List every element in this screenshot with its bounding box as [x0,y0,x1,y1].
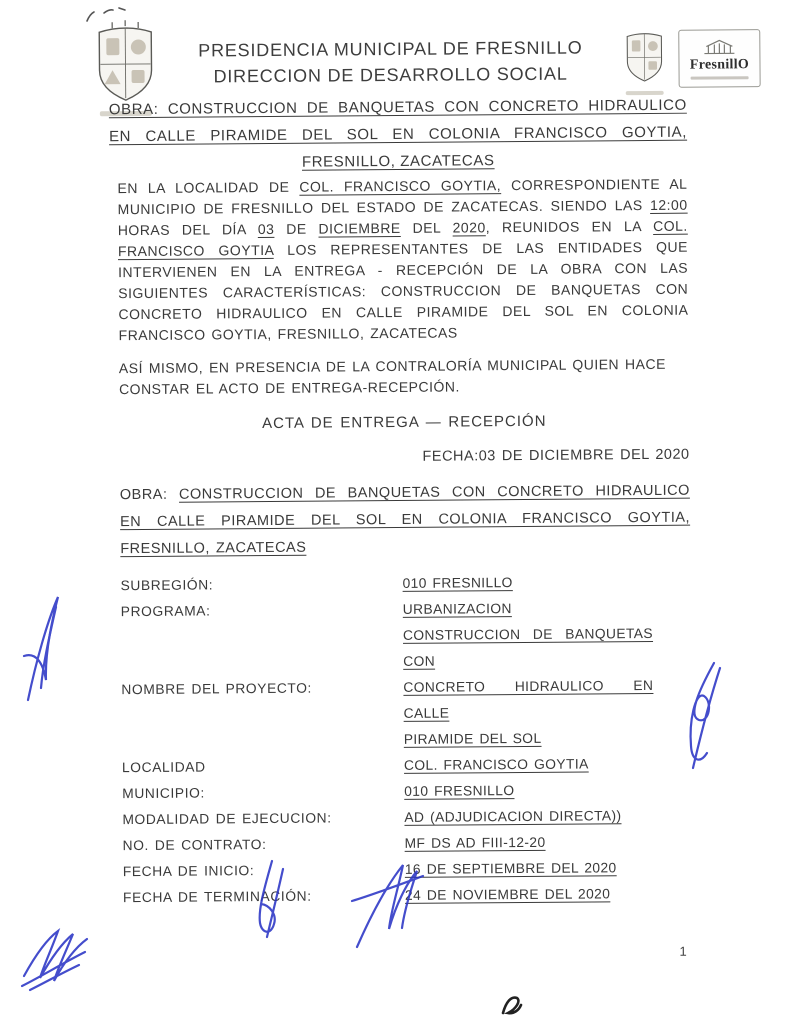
intro-segment: DEL [400,219,453,236]
fresnillo-logo-text: FresnillO [689,56,750,73]
field-value-line: PIRAMIDE DEL SOL [403,730,542,747]
field-row [121,621,654,755]
intro-segment: CORRESPONDIENTE AL MUNICIPIO DE FRESNILLO DEL ESTADO DE ZACATECAS. SIENDO LAS [117,175,688,218]
obra-section-line: EN CALLE PIRAMIDE DEL SOL EN COLONIA FRANCISCO GOYTIA, [120,509,691,531]
department-title: DIRECCION DE DESARROLLO SOCIAL [213,63,568,87]
obra-heading [109,92,688,178]
field-value: MF DS AD FIII-12-20 [404,834,546,851]
fresnillo-logo-tagline [691,76,749,79]
fecha-line: FECHA:03 DE DICIEMBRE DEL 2020 [422,446,690,465]
intro-segment-underlined: COL. FRANCISCO GOYTIA, [299,177,502,195]
obra-section [120,478,691,563]
field-value-line: CONCRETO HIDRAULICO EN CALLE [403,677,654,721]
project-details [120,569,655,911]
obra-heading-line: OBRA: CONSTRUCCION DE BANQUETAS CON CONCRETO HIDRAULICO [108,96,687,119]
field-value: COL. FRANCISCO GOYTIA [403,756,589,773]
field-label: SUBREGIÓN: [120,577,214,594]
intro-segment: LOS REPRESENTANTES DE LAS ENTIDADES QUE INTERVIENEN EN LA ENTREGA - RECEPCIÓN DE LA OBRA CON LAS SIGUIENTES CARACTERÍSTICAS: CONSTRUCCION DE BANQUETAS CON CONCRETO HIDRAULICO EN CALLE PIRAMIDE DEL SOL EN COLONIA FRANCISCO GOYTIA, FRESNILLO, ZACATECAS [118,238,689,344]
building-icon [702,38,736,54]
intro-segment: HORAS DEL DÍA [117,221,258,239]
field-value: 010 FRESNILLO [404,783,515,799]
state-crest-icon [621,28,667,84]
intro-segment-underlined: 03 [257,220,275,238]
field-label: NO. DE CONTRATO: [122,837,267,854]
intro-segment-underlined: 2020 [452,219,486,236]
field-label: MODALIDAD DE EJECUCION: [122,810,332,828]
document-header [146,34,634,90]
obra-heading-line: FRESNILLO, ZACATECAS [301,152,495,171]
intro-segment: , REUNIDOS EN LA [485,217,654,236]
obra-section-text: CONSTRUCCION DE BANQUETAS CON CONCRETO HIDRAULICO [178,482,690,503]
secondary-crest [620,28,669,95]
paragraph-intro [117,174,688,346]
field-label: PROGRAMA: [120,603,211,620]
intro-segment: EN LA LOCALIDAD DE [117,178,300,197]
document-body [117,174,693,911]
intro-segment-underlined: DICIEMBRE [318,219,401,237]
paragraph-contraloria: ASÍ MISMO, EN PRESENCIA DE LA CONTRALORÍA MUNICIPAL QUIEN HACE CONSTAR EL ACTO DE ENTREGA-RECEPCIÓN. [118,355,666,398]
field-label: FECHA DE INICIO: [122,863,255,880]
field-label: LOCALIDAD [121,759,206,776]
intro-segment-underlined: 12:00 [649,196,688,213]
field-label: MUNICIPIO: [122,785,205,802]
field-value: URBANIZACION [402,601,512,617]
field-row [123,881,655,911]
intro-segment: DE [274,220,319,237]
intro-segment-underlined: COL. FRANCISCO GOYTIA [117,217,688,260]
page-number: 1 [679,943,687,959]
field-value: 16 DE SEPTIEMBRE DEL 2020 [404,860,617,877]
field-label: FECHA DE TERMINACIÓN: [122,888,312,906]
fresnillo-logo [678,29,760,88]
field-value-line: CONSTRUCCION DE BANQUETAS CON [402,625,654,669]
obra-heading-line: EN CALLE PIRAMIDE DEL SOL EN COLONIA FRANCISCO GOYTIA, [108,123,688,146]
field-value: AD (ADJUDICACION DIRECTA)) [404,808,622,825]
acta-title: ACTA DE ENTREGA — RECEPCIÓN [262,412,547,433]
field-value: 010 FRESNILLO [402,575,513,591]
obra-label: OBRA: [119,486,180,504]
field-value [403,621,654,753]
obra-section-line: FRESNILLO, ZACATECAS [120,539,307,558]
field-label: NOMBRE DEL PROYECTO: [121,680,313,698]
field-value: 24 DE NOVIEMBRE DEL 2020 [404,886,611,903]
institution-title: PRESIDENCIA MUNICIPAL DE FRESNILLO [198,37,583,61]
